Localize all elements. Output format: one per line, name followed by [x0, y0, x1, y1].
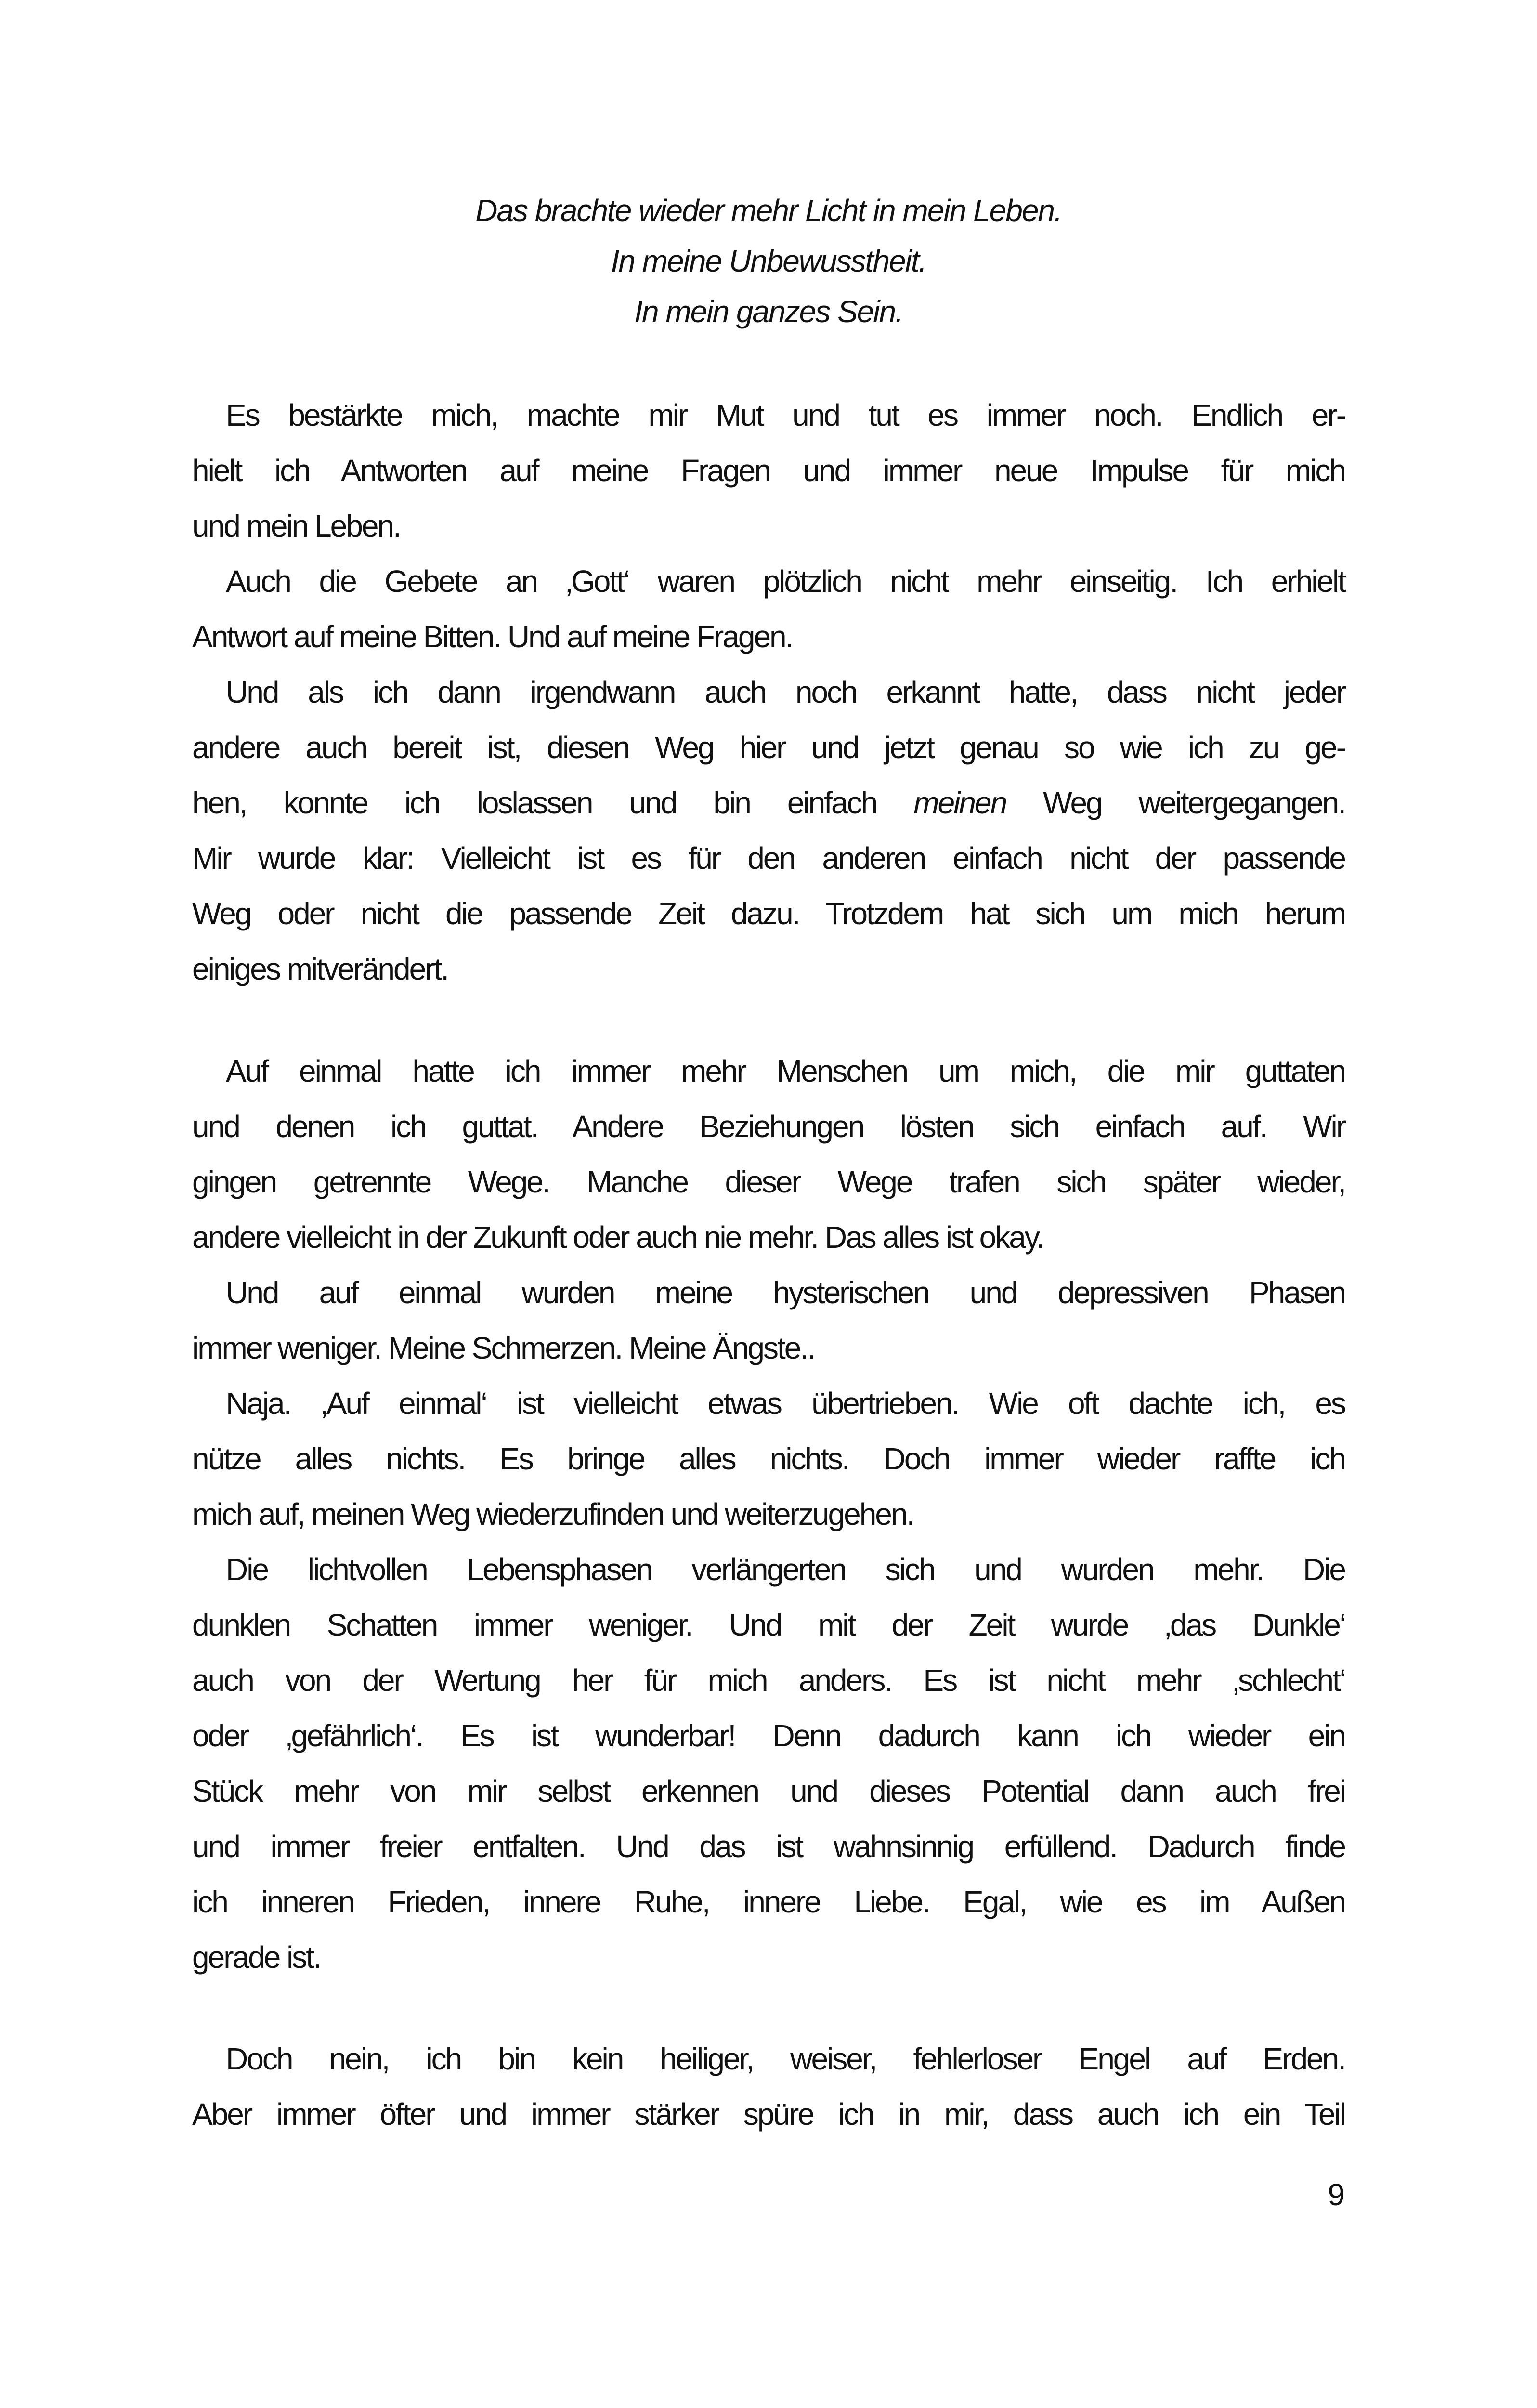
text-line: Doch nein, ich bin kein heiliger, weiser, fehlerloser Engel auf Erden.	[226, 2042, 1345, 2076]
emphasized-word: meinen	[913, 785, 1006, 820]
text-line: mich auf, meinen Weg wiederzufinden und weiterzugehen.	[192, 1497, 914, 1531]
text-line	[192, 775, 1345, 831]
verse-line: In meine Unbewusstheit.	[611, 244, 926, 278]
body-section-1	[192, 388, 1345, 997]
text-line: Stück mehr von mir selbst erkennen und dieses Potential dann auch frei	[192, 1774, 1345, 1808]
text-line: Weg oder nicht die passende Zeit dazu. Trotzdem hat sich um mich herum	[192, 896, 1345, 931]
text-line: gerade ist.	[192, 1940, 320, 1975]
text-line: Auf einmal hatte ich immer mehr Menschen um mich, die mir guttaten	[226, 1054, 1345, 1088]
text-line: Und auf einmal wurden meine hysterischen und depressiven Phasen	[226, 1275, 1345, 1310]
text-line: Und als ich dann irgendwann auch noch erkannt hatte, dass nicht jeder	[226, 675, 1345, 709]
text-line: Es bestärkte mich, machte mir Mut und tut es immer noch. Endlich er-	[226, 398, 1345, 432]
text-line: und mein Leben.	[192, 509, 400, 543]
text-line: andere auch bereit ist, diesen Weg hier und jetzt genau so wie ich zu ge-	[192, 730, 1345, 765]
verse-line: Das brachte wieder mehr Licht in mein Leben.	[475, 193, 1062, 228]
text-line: Antwort auf meine Bitten. Und auf meine Fragen.	[192, 619, 793, 654]
text-line: und immer freier entfalten. Und das ist wahnsinnig erfüllend. Dadurch finde	[192, 1829, 1345, 1864]
body-section-2	[192, 1044, 1345, 1985]
text-line: Mir wurde klar: Vielleicht ist es für den anderen einfach nicht der passende	[192, 841, 1345, 876]
italic-verse	[0, 185, 1537, 337]
text-line: gingen getrennte Wege. Manche dieser Wege trafen sich später wieder,	[192, 1165, 1345, 1199]
text-line: auch von der Wertung her für mich anders. Es ist nicht mehr ‚schlecht‘	[192, 1663, 1345, 1698]
text-line: Auch die Gebete an ‚Gott‘ waren plötzlich nicht mehr einseitig. Ich erhielt	[226, 564, 1345, 599]
text-line: und denen ich guttat. Andere Beziehungen lösten sich einfach auf. Wir	[192, 1109, 1345, 1144]
text-line: ich inneren Frieden, innere Ruhe, innere Liebe. Egal, wie es im Außen	[192, 1885, 1345, 1919]
text-line: Die lichtvollen Lebensphasen verlängerten sich und wurden mehr. Die	[226, 1552, 1345, 1587]
text-line: andere vielleicht in der Zukunft oder auch nie mehr. Das alles ist okay.	[192, 1220, 1043, 1255]
text-line: Aber immer öfter und immer stärker spüre ich in mir, dass auch ich ein Teil	[192, 2097, 1345, 2132]
text-line: oder ‚gefährlich‘. Es ist wunderbar! Denn dadurch kann ich wieder ein	[192, 1718, 1345, 1753]
text-line: immer weniger. Meine Schmerzen. Meine Ängste..	[192, 1331, 814, 1365]
text-line: Naja. ‚Auf einmal‘ ist vielleicht etwas übertrieben. Wie oft dachte ich, es	[226, 1386, 1345, 1421]
text-segment: Weg weitergegangen.	[1006, 785, 1345, 820]
body-section-3	[192, 2031, 1345, 2142]
text-line: einiges mitverändert.	[192, 952, 448, 986]
text-line: hielt ich Antworten auf meine Fragen und immer neue Impulse für mich	[192, 453, 1345, 488]
text-line: dunklen Schatten immer weniger. Und mit der Zeit wurde ‚das Dunkle‘	[192, 1608, 1345, 1642]
page-number: 9	[1328, 2177, 1345, 2212]
text-segment: hen, konnte ich loslassen und bin einfach	[192, 785, 914, 820]
text-line: nütze alles nichts. Es bringe alles nichts. Doch immer wieder raffte ich	[192, 1441, 1345, 1476]
verse-line: In mein ganzes Sein.	[634, 294, 903, 329]
